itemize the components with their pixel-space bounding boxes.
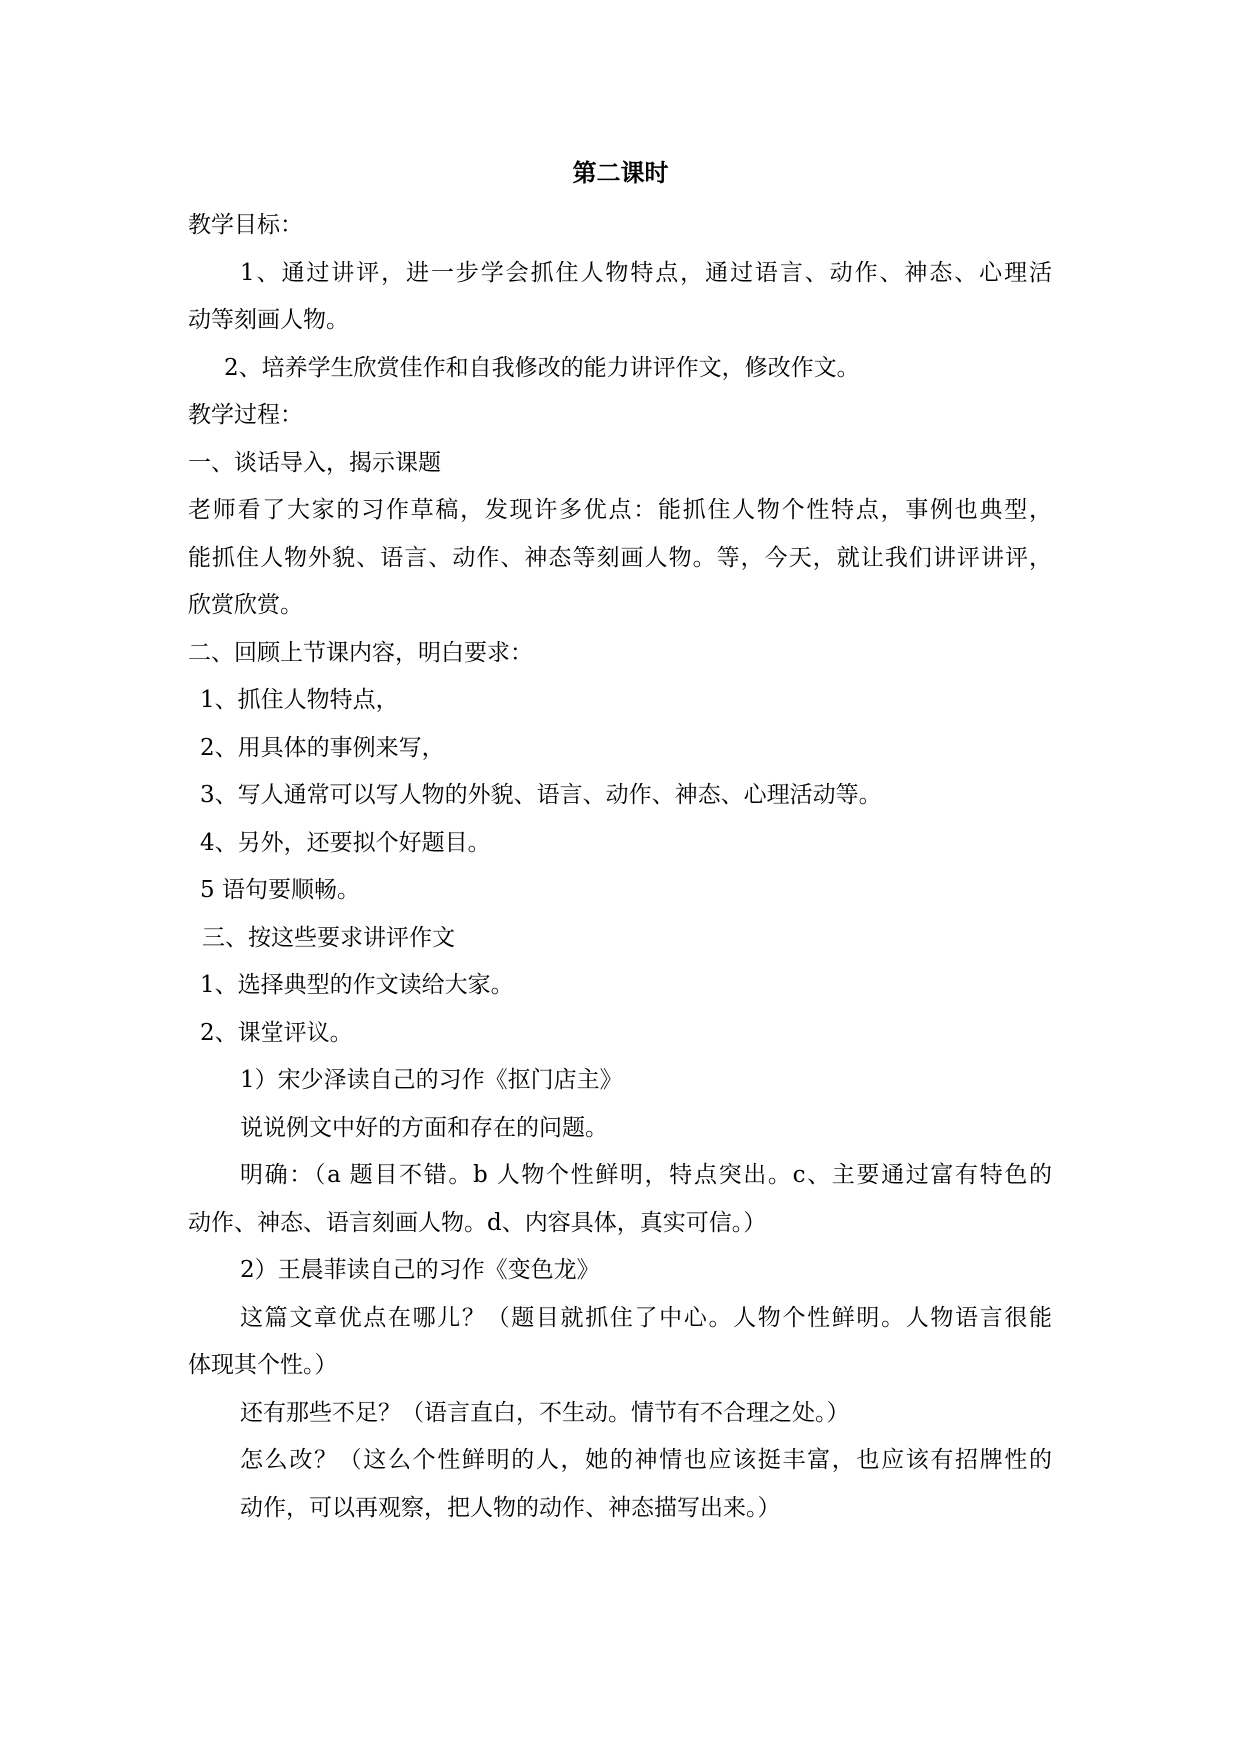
paragraph-line: 说说例文中好的方面和存在的问题。 bbox=[240, 1115, 608, 1141]
list-item: 5 语句要顺畅。 bbox=[200, 877, 360, 903]
section-heading-objectives: 教学目标： bbox=[188, 212, 303, 238]
paragraph-line: 1）宋少泽读自己的习作《抠门店主》 bbox=[240, 1067, 623, 1093]
section-heading-2: 二、回顾上节课内容，明白要求： bbox=[188, 640, 533, 666]
list-item: 2、课堂评议。 bbox=[200, 1020, 353, 1046]
section-heading-process: 教学过程： bbox=[188, 402, 303, 428]
paragraph-line: 2）王晨菲读自己的习作《变色龙》 bbox=[240, 1257, 600, 1283]
list-item: 2、用具体的事例来写， bbox=[200, 735, 445, 761]
paragraph-line: 动等刻画人物。 bbox=[188, 307, 349, 333]
paragraph-line: 还有那些不足？（语言直白，不生动。情节有不合理之处。） bbox=[240, 1400, 850, 1426]
list-item: 1、选择典型的作文读给大家。 bbox=[200, 972, 514, 998]
paragraph-line: 明确：（a 题目不错。b 人物个性鲜明，特点突出。c、主要通过富有特色的 bbox=[240, 1162, 1052, 1188]
paragraph-line: 体现其个性。） bbox=[188, 1352, 338, 1378]
section-heading-3: 三、按这些要求讲评作文 bbox=[202, 925, 455, 951]
paragraph-line: 这篇文章优点在哪儿？（题目就抓住了中心。人物个性鲜明。人物语言很能 bbox=[240, 1305, 1052, 1331]
list-item: 1、抓住人物特点， bbox=[200, 687, 399, 713]
section-heading-1: 一、谈话导入，揭示课题 bbox=[188, 450, 441, 476]
paragraph-line: 动作、神态、语言刻画人物。d、内容具体，真实可信。） bbox=[188, 1210, 767, 1236]
paragraph-line: 能抓住人物外貌、语言、动作、神态等刻画人物。等，今天，就让我们讲评讲评， bbox=[188, 545, 1052, 571]
paragraph-line: 1、通过讲评，进一步学会抓住人物特点，通过语言、动作、神态、心理活 bbox=[240, 260, 1052, 286]
paragraph-line: 老师看了大家的习作草稿，发现许多优点：能抓住人物个性特点，事例也典型， bbox=[188, 497, 1052, 523]
list-item: 3、写人通常可以写人物的外貌、语言、动作、神态、心理活动等。 bbox=[200, 782, 882, 808]
paragraph-line: 怎么改？（这么个性鲜明的人，她的神情也应该挺丰富，也应该有招牌性的 bbox=[240, 1447, 1052, 1473]
paragraph-line: 欣赏欣赏。 bbox=[188, 592, 303, 618]
page-title: 第二课时 bbox=[572, 158, 669, 187]
paragraph-line: 动作，可以再观察，把人物的动作、神态描写出来。） bbox=[240, 1495, 781, 1521]
list-item: 4、另外，还要拟个好题目。 bbox=[200, 830, 491, 856]
paragraph-line: 2、培养学生欣赏佳作和自我修改的能力讲评作文，修改作文。 bbox=[224, 355, 860, 381]
